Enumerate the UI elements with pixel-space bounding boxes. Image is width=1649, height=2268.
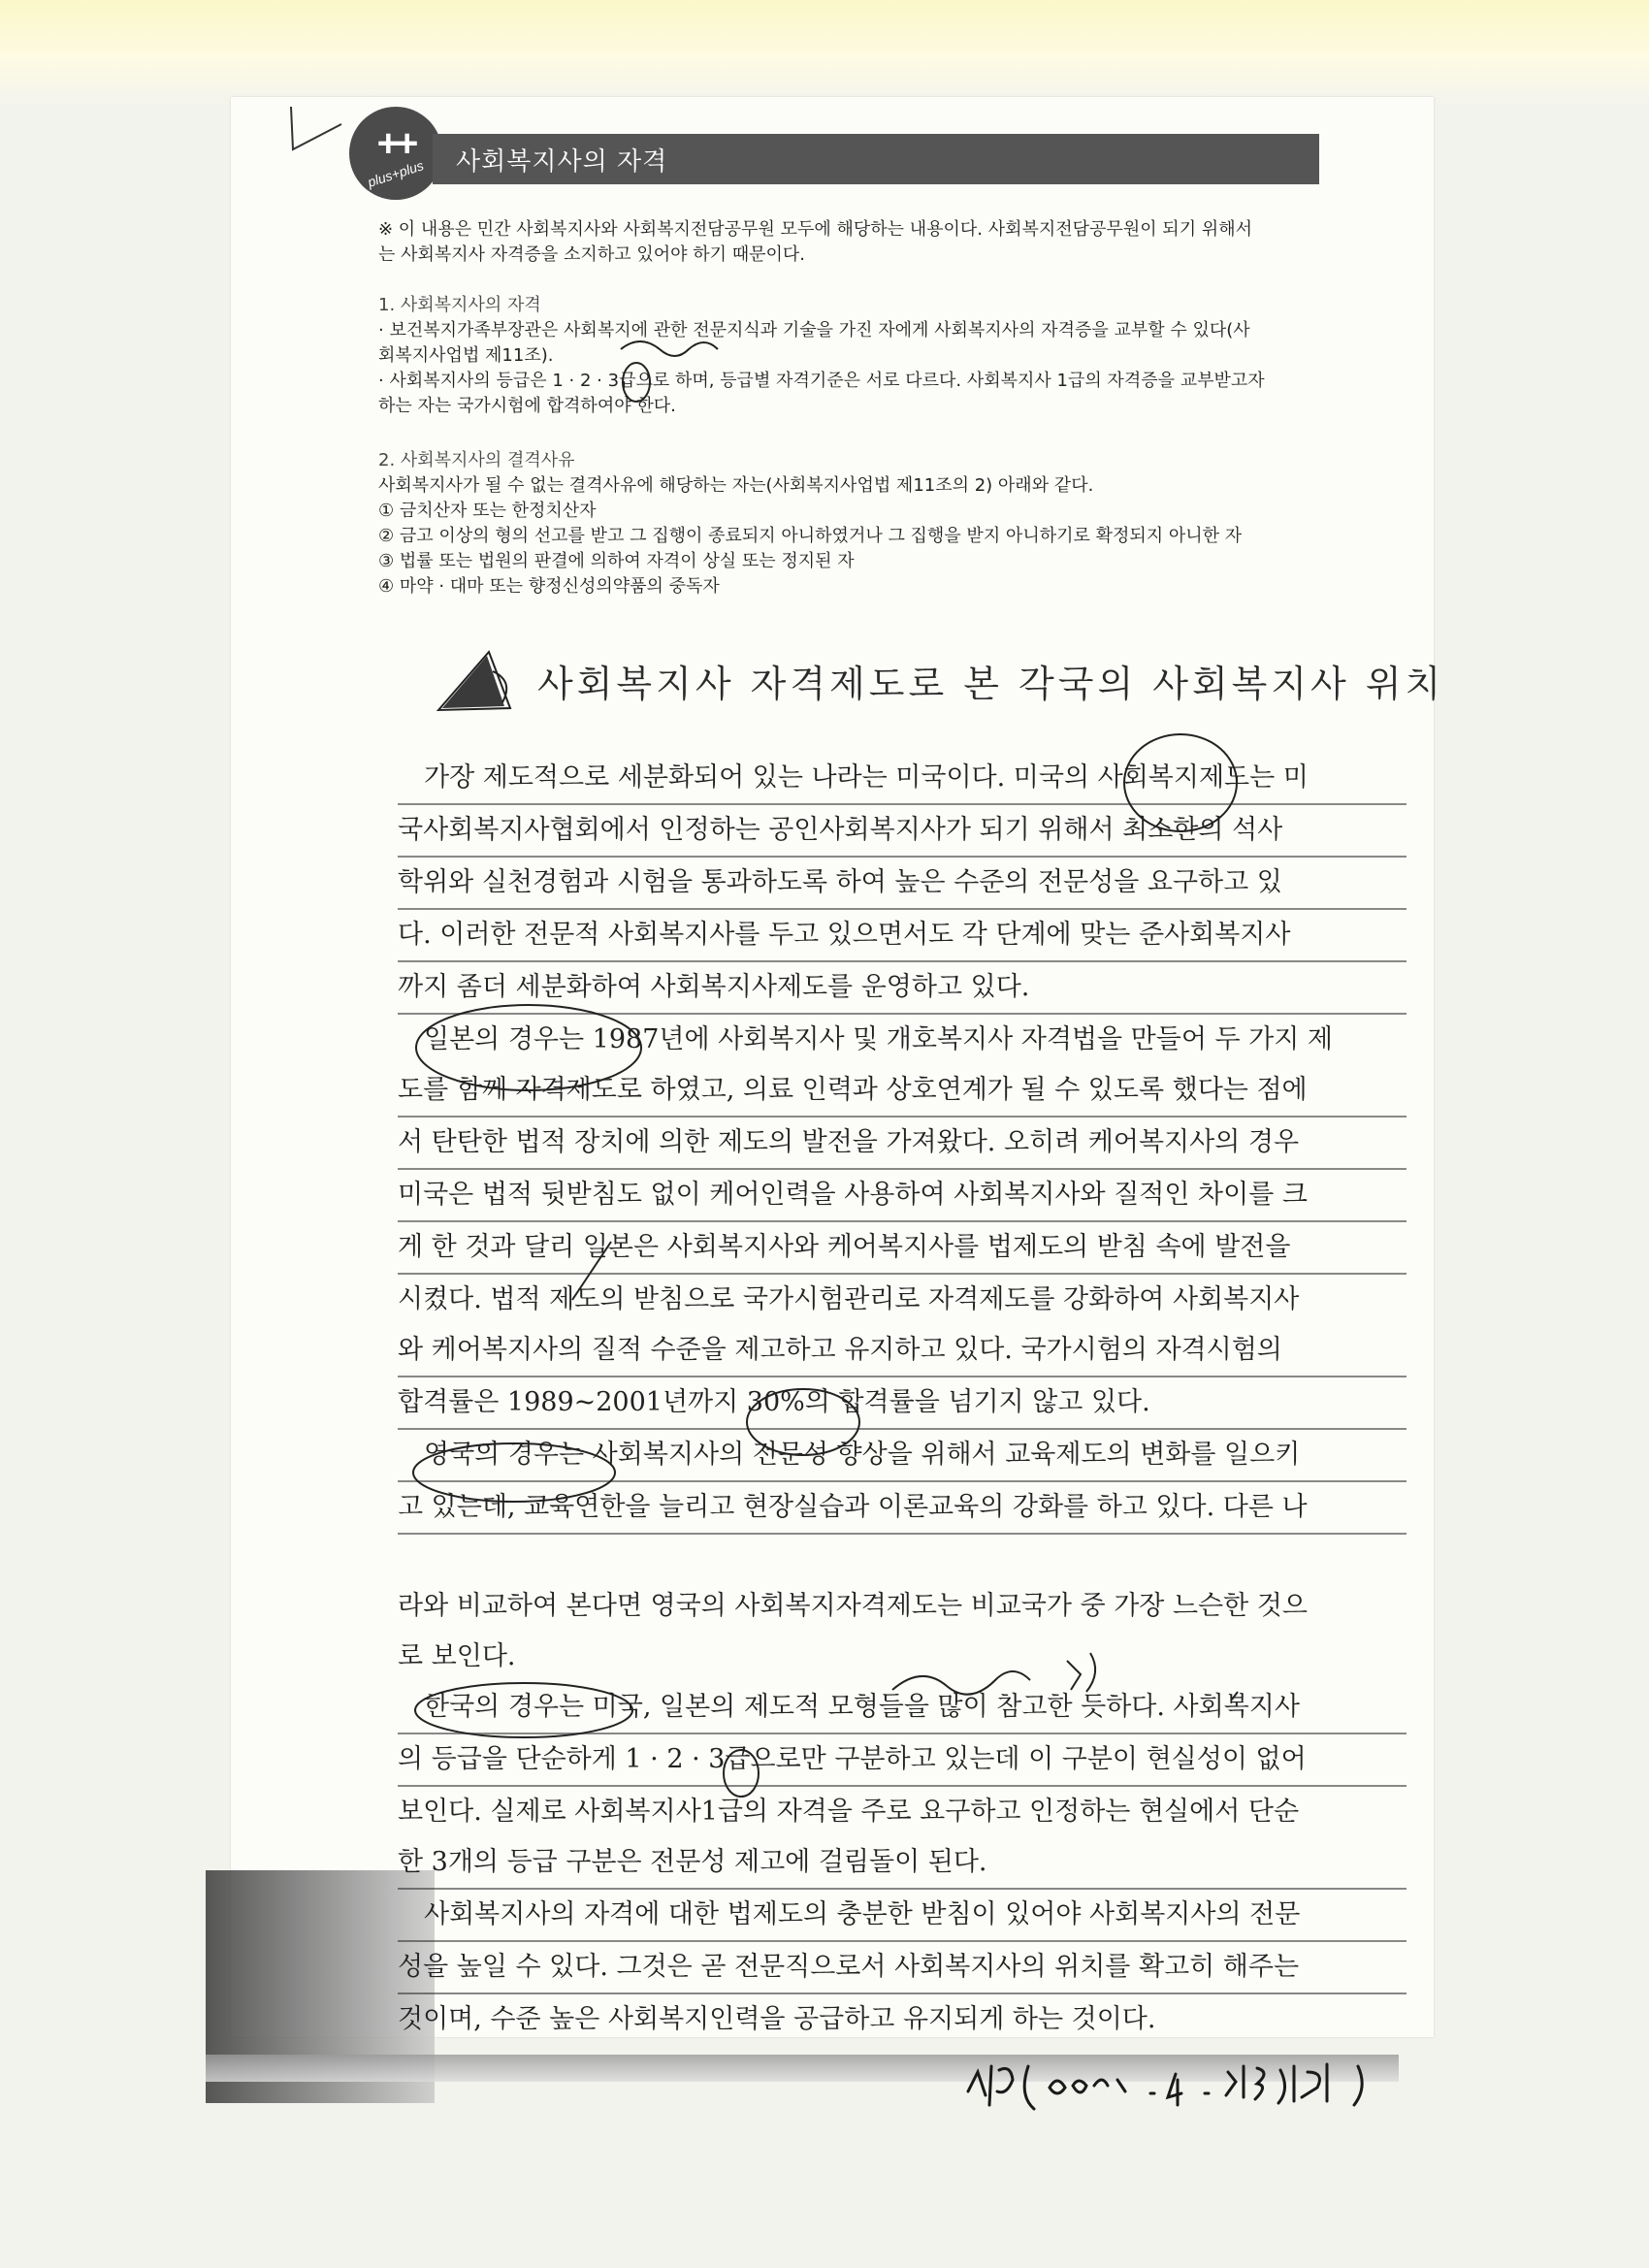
body-line: 까지 좀더 세분화하여 사회복지사제도를 운영하고 있다. <box>398 962 1406 1015</box>
notice-line: ※ 이 내용은 민간 사회복지사와 사회복지전담공무원 모두에 해당하는 내용이다. 사회복지전담공무원이 되기 위해서 <box>378 219 1252 240</box>
section-line: ① 금치산자 또는 한정치산자 <box>378 501 597 521</box>
handwritten-signature <box>960 2049 1416 2117</box>
body-line: 미국은 법적 뒷받침도 없이 케어인력을 사용하여 사회복지사와 질적인 차이를 크 <box>398 1170 1406 1222</box>
section-title: 1. 사회복지사의 자격 <box>378 295 541 315</box>
body-line: 일본의 경우는 1987년에 사회복지사 및 개호복지사 자격법을 만들어 두 가지 제 <box>398 1024 1333 1054</box>
section-line: · 보건복지가족부장관은 사회복지에 관한 전문지식과 기술을 가진 자에게 사회복지사의 자격증을 교부할 수 있다(사 <box>378 320 1250 340</box>
section-line: · 사회복지사의 등급은 1 · 2 · 3급으로 하며, 등급별 자격기준은 서로 다르다. 사회복지사 1급의 자격증을 교부받고자 <box>378 371 1265 391</box>
badge-word: plus+plus <box>366 157 426 190</box>
body-line: 라와 비교하여 본다면 영국의 사회복지자격제도는 비교국가 중 가장 느슨한 것으 <box>398 1591 1308 1621</box>
section-line: ② 금고 이상의 형의 선고를 받고 그 집행이 종료되지 아니하였거나 그 집행을 받지 아니하기로 확정되지 아니한 자 <box>378 526 1243 546</box>
section-line: 하는 자는 국가시험에 합격하여야 한다. <box>378 396 676 416</box>
body-line: 로 보인다. <box>398 1641 516 1671</box>
body-line: 성을 높일 수 있다. 그것은 곧 전문직으로서 사회복지사의 위치를 확고히 해주는 <box>398 1942 1406 1994</box>
badge-plus: ++ <box>376 122 415 165</box>
body-line: 것이며, 수준 높은 사회복지인력을 공급하고 유지되게 하는 것이다. <box>398 2004 1156 2034</box>
body-line: 국사회복지사협회에서 인정하는 공인사회복지사가 되기 위해서 최소한의 석사 <box>398 805 1406 858</box>
body-line: 서 탄탄한 법적 장치에 의한 제도의 발전을 가져왔다. 오히려 케어복지사의 경우 <box>398 1118 1406 1170</box>
body-line: 게 한 것과 달리 일본은 사회복지사와 케어복지사를 법제도의 받침 속에 발전을 <box>398 1222 1406 1275</box>
main-title: 사회복지사 자격제도로 본 각국의 사회복지사 위치 <box>537 663 1445 705</box>
section-line: 사회복지사가 될 수 없는 결격사유에 해당하는 자는(사회복지사업법 제11조의 2) 아래와 같다. <box>378 475 1094 496</box>
body-line: 와 케어복지사의 질적 수준을 제고하고 유지하고 있다. 국가시험의 자격시험의 <box>398 1325 1406 1377</box>
section-line: 회복지사업법 제11조). <box>378 345 554 366</box>
body-line: 도를 함께 자격제도로 하였고, 의료 인력과 상호연계가 될 수 있도록 했다는 점에 <box>398 1065 1406 1118</box>
section-line: ④ 마약 · 대마 또는 향정신성의약품의 중독자 <box>378 576 720 597</box>
body-line: 고 있는데, 교육연한을 늘리고 현장실습과 이론교육의 강화를 하고 있다. 다른 나 <box>398 1482 1406 1535</box>
notice-line: 는 사회복지사 자격증을 소지하고 있어야 하기 때문이다. <box>378 244 805 265</box>
body-line: 학위와 실천경험과 시험을 통과하도록 하여 높은 수준의 전문성을 요구하고 있 <box>398 858 1406 910</box>
body-line: 영국의 경우는 사회복지사의 전문성 향상을 위해서 교육제도의 변화를 일으키 <box>398 1430 1406 1482</box>
body-line: 한국의 경우는 미국, 일본의 제도적 모형들을 많이 참고한 듯하다. 사회복지사 <box>398 1682 1406 1734</box>
body-line: 가장 제도적으로 세분화되어 있는 나라는 미국이다. 미국의 사회복지제도는 미 <box>398 753 1406 805</box>
body-line: 한 3개의 등급 구분은 전문성 제고에 걸림돌이 된다. <box>398 1837 1406 1890</box>
section-title: 2. 사회복지사의 결격사유 <box>378 450 575 470</box>
body-line: 사회복지사의 자격에 대한 법제도의 충분한 받침이 있어야 사회복지사의 전문 <box>398 1890 1406 1942</box>
body-line: 보인다. 실제로 사회복지사1급의 자격을 주로 요구하고 인정하는 현실에서 단순 <box>398 1797 1300 1827</box>
body-line: 의 등급을 단순하게 1 · 2 · 3급으로만 구분하고 있는데 이 구분이 현실성이 없어 <box>398 1734 1406 1787</box>
section-header-title: 사회복지사의 자격 <box>456 146 668 177</box>
body-line: 다. 이러한 전문적 사회복지사를 두고 있으면서도 각 단계에 맞는 준사회복지사 <box>398 910 1406 962</box>
section-line: ③ 법률 또는 법원의 판결에 의하여 자격이 상실 또는 정지된 자 <box>378 551 855 571</box>
body-line: 합격률은 1989~2001년까지 30%의 합격률을 넘기지 않고 있다. <box>398 1377 1406 1430</box>
body-line: 시켰다. 법적 제도의 받침으로 국가시험관리로 자격제도를 강화하여 사회복지사 <box>398 1284 1300 1314</box>
